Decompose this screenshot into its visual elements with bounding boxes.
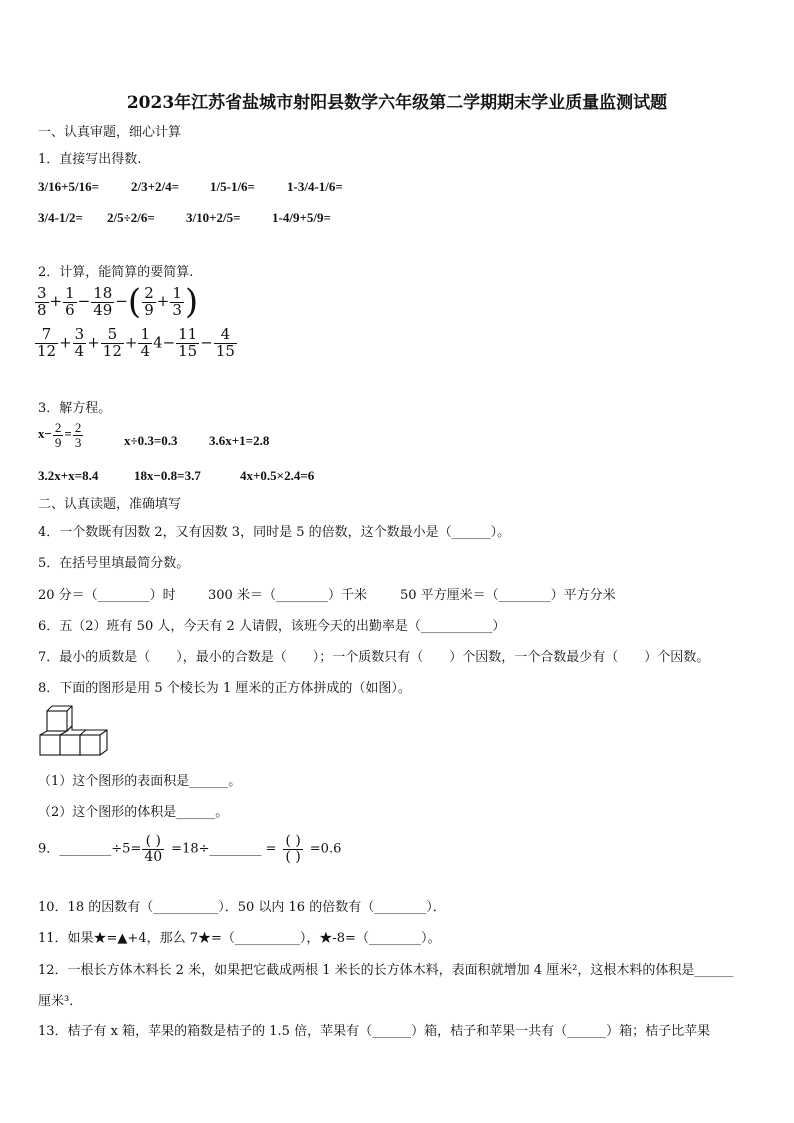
calc-item: 1-3/4-1/6= xyxy=(287,179,343,194)
question-3-label: 3．解方程。 xyxy=(38,401,112,416)
section-heading-1: 一、认真审题，细心计算 xyxy=(38,125,182,140)
question-6: 6．五（2）班有 50 人，今天有 2 人请假，该班今天的出勤率是（___________） xyxy=(38,619,506,634)
calc-item: 2/5÷2/6= xyxy=(107,210,155,225)
question-9: 9．________÷5= $\frac{( )}{40}$ =18÷________ = $\frac{( )}{( )}$ =0.6 xyxy=(38,833,342,865)
equation-3: 3.6x+1=2.8 xyxy=(209,433,270,448)
cube-figure xyxy=(38,702,116,758)
q5-item: 300 米＝（________）千米 xyxy=(208,588,367,603)
section-heading-2: 二、认真读题，准确填写 xyxy=(38,497,182,512)
question-1-label: 1．直接写出得数. xyxy=(38,152,142,167)
question-4: 4．一个数既有因数 2，又有因数 3，同时是 5 的倍数，这个数最小是（______）。 xyxy=(38,525,511,540)
calc-item: 1/5-1/6= xyxy=(210,179,255,194)
question-8-sub2: （2）这个图形的体积是______。 xyxy=(38,805,229,820)
equation-5: 18x−0.8=3.7 xyxy=(134,468,201,483)
calc-item: 1-4/9+5/9= xyxy=(272,210,331,225)
question-12-line1: 12．一根长方体木料长 2 米，如果把它截成两根 1 米长的长方体木料，表面积就增加 4 厘米²，这根木料的体积是______ xyxy=(38,963,734,978)
calc-item: 3/16+5/16= xyxy=(38,179,100,194)
equation-6: 4x+0.5×2.4=6 xyxy=(240,468,315,483)
question-13: 13．桔子有 x 箱，苹果的箱数是桔子的 1.5 倍，苹果有（______）箱，桔子和苹果一共有（______）箱；桔子比苹果 xyxy=(38,1024,711,1039)
question-12-line2: 厘米³． xyxy=(38,994,83,1009)
expression-2: $\frac{7}{12}$ + $\frac{3}{4}$ + $\frac{5}{12}$ + $\frac{1}{4}$ 4− $\frac{11}{15}$ − $\frac{4}{15}$ xyxy=(37,325,235,360)
question-11: 11．如果★=▲+4，那么 7★=（__________），★-8=（________）。 xyxy=(38,931,441,946)
calc-item: 3/4-1/2= xyxy=(38,210,83,225)
calc-item: 3/10+2/5= xyxy=(186,210,241,225)
expression-1: $\frac{3}{8}$ + $\frac{1}{6}$ − $\frac{18}{49}$ −( $\frac{2}{9}$ + $\frac{1}{3}$ ) xyxy=(37,282,199,322)
question-8-sub1: （1）这个图形的表面积是______。 xyxy=(38,774,242,789)
equation-1: x− $\frac{2}{9}$ = $\frac{2}{3}$ xyxy=(38,420,82,450)
question-5-label: 5．在括号里填最简分数。 xyxy=(38,556,190,571)
question-2-label: 2．计算，能简算的要简算. xyxy=(38,265,194,280)
question-7: 7．最小的质数是（ ），最小的合数是（ ）；一个质数只有（ ）个因数，一个合数最少有（ ）个因数。 xyxy=(38,650,710,665)
question-10: 10．18 的因数有（__________）．50 以内 16 的倍数有（________）． xyxy=(38,900,446,915)
calc-item: 2/3+2/4= xyxy=(131,179,180,194)
equation-2: x÷0.3=0.3 xyxy=(124,433,178,448)
q5-item: 50 平方厘米＝（________）平方分米 xyxy=(400,588,616,603)
q5-item: 20 分＝（________）时 xyxy=(38,588,176,603)
page-title: 2023年江苏省盐城市射阳县数学六年级第二学期期末学业质量监测试题 xyxy=(126,93,668,113)
equation-4: 3.2x+x=8.4 xyxy=(38,468,99,483)
question-8-label: 8．下面的图形是用 5 个棱长为 1 厘米的正方体拼成的（如图）。 xyxy=(38,681,411,696)
